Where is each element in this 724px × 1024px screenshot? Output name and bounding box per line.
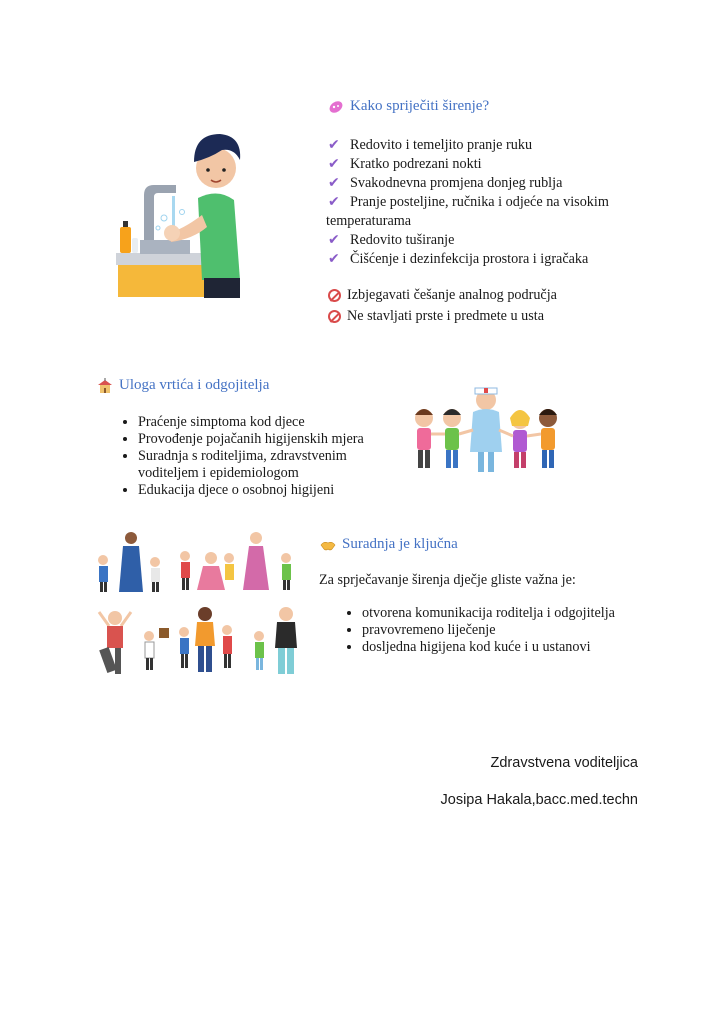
children-with-nurse-illustration xyxy=(410,382,565,477)
bacteria-icon xyxy=(328,99,344,115)
cooperation-intro: Za sprječavanje širenja dječje gliste važna je: xyxy=(319,572,576,588)
list-item: Izbjegavati češanje analnog područja xyxy=(328,286,658,305)
list-item: • otvorena komunikacija roditelja i odgojitelja xyxy=(362,605,692,622)
check-icon: ✔ xyxy=(328,175,340,191)
list-item: • dosljedna higijena kod kuće i u ustanovi xyxy=(362,639,692,656)
handwashing-illustration xyxy=(112,120,247,300)
list-item: • Praćenje simptoma kod djece xyxy=(138,414,408,431)
check-icon: ✔ xyxy=(328,232,340,248)
list-item: • Edukacija djece o osobnoj higijeni xyxy=(138,482,408,499)
list-item: ✔ Redovito tuširanje xyxy=(328,232,455,248)
list-item: • Suradnja s roditeljima, zdravstvenim voditeljem i epidemiologom xyxy=(138,448,408,482)
prohibited-icon xyxy=(328,310,341,323)
check-icon: ✔ xyxy=(328,194,340,210)
signature-role: Zdravstvena voditeljica xyxy=(490,755,638,771)
avoid-list xyxy=(328,286,658,326)
cooperation-list xyxy=(342,605,692,656)
section-kindergarten-title: Uloga vrtića i odgojitelja xyxy=(119,377,270,393)
prohibited-icon xyxy=(328,289,341,302)
section-kindergarten-heading xyxy=(97,377,269,394)
list-item: ✔ Svakodnevna promjena donjeg rublja xyxy=(328,175,563,191)
list-item: ✔ Kratko podrezani nokti xyxy=(328,156,482,172)
handshake-icon xyxy=(320,537,336,553)
list-item: ✔ Čišćenje i dezinfekcija prostora i igračaka xyxy=(328,251,589,267)
section-prevention-heading xyxy=(328,98,489,115)
prevention-checklist xyxy=(328,136,658,269)
kindergarten-list xyxy=(118,414,408,499)
list-item: Ne stavljati prste i predmete u usta xyxy=(328,307,658,326)
list-item: • Provođenje pojačanih higijenskih mjera xyxy=(138,431,408,448)
list-item: ✔ Pranje posteljine, ručnika i odjeće na visokim xyxy=(328,194,609,210)
list-item: • pravovremeno liječenje xyxy=(362,622,692,639)
signature-name: Josipa Hakala,bacc.med.techn xyxy=(440,792,638,808)
check-icon: ✔ xyxy=(328,137,340,153)
check-icon: ✔ xyxy=(328,156,340,172)
section-prevention-title: Kako spriječiti širenje? xyxy=(350,98,490,114)
section-cooperation-title: Suradnja je ključna xyxy=(342,536,458,552)
list-item: ✔ Redovito i temeljito pranje ruku xyxy=(328,137,533,153)
families-illustration xyxy=(93,528,308,683)
list-item-continuation: temperaturama xyxy=(326,213,412,229)
school-icon xyxy=(97,378,113,394)
check-icon: ✔ xyxy=(328,251,340,267)
section-cooperation-heading xyxy=(320,536,458,553)
